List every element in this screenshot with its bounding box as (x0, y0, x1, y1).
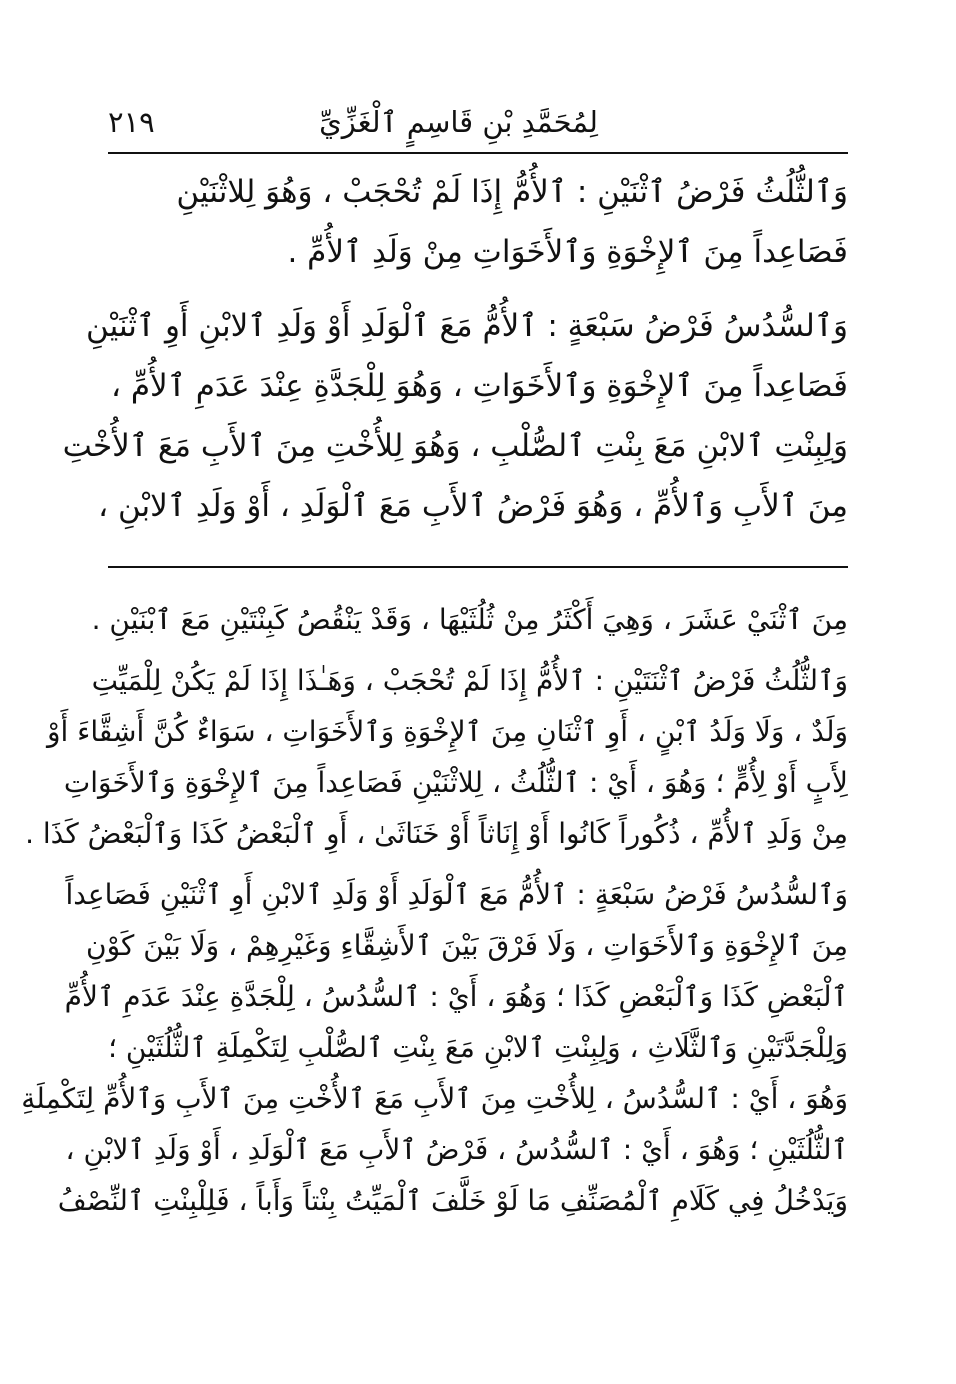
matn-paragraph (62, 296, 848, 536)
matn-text (62, 162, 848, 536)
matn-line: مِنَ ٱلأَبِ وَٱلأُمِّ ، وَهُوَ فَرْضُ ٱلأَبِ مَعَ ٱلْوَلَدِ ، أَوْ وَلَدِ ٱلابْنِ ، (98, 488, 848, 524)
sharh-line: وَٱلثُّلُثُ فَرْضُ ٱثْنَتَيْنِ : ٱلأُمُّ إِذَا لَمْ تُحْجَبْ ، وَهَـٰذَا إِذَا لَمْ يَكُنْ لِلْمَيِّتِ (91, 664, 848, 697)
sharh-line: وَيَدْخُلُ فِي كَلَامِ ٱلْمُصَنِّفِ مَا لَوْ خَلَّفَ ٱلْمَيِّتُ بِنْتاً وَأَباً ، فَلِلْبِنْتِ ٱلنِّصْفُ (57, 1184, 848, 1217)
sharh-paragraph (91, 594, 848, 645)
matn-line: وَٱلسُّدُسُ فَرْضُ سَبْعَةٍ : ٱلأُمُّ مَعَ ٱلْوَلَدِ أَوْ وَلَدِ ٱلابْنِ أَوِ ٱثْنَيْنِ (86, 308, 848, 344)
matn-line: فَصَاعِداً مِنَ ٱلإِخْوَةِ وَٱلأَخَوَاتِ ، وَهُوَ لِلْجَدَّةِ عِنْدَ عَدَمِ ٱلأُمِّ ، (110, 368, 848, 404)
sharh-line: وَٱلسُّدُسُ فَرْضُ سَبْعَةٍ : ٱلأُمُّ مَعَ ٱلْوَلَدِ أَوْ وَلَدِ ٱلابْنِ أَوِ ٱثْنَيْنِ فَصَاعِداً (65, 878, 848, 911)
sharh-line: ٱلْبَعْضِ كَذَا وَٱلْبَعْضِ كَذَا ؛ وَهُوَ ، أَيْ : ٱلسُّدُسُ ، لِلْجَدَّةِ عِنْدَ عَدَمِ ٱلأُمِّ (64, 980, 848, 1013)
header-rule (108, 152, 848, 154)
matn-line: وَلِبِنْتِ ٱلابْنِ مَعَ بِنْتِ ٱلصُّلْبِ ، وَهُوَ لِلأُخْتِ مِنَ ٱلأَبِ مَعَ ٱلأُخْتِ (62, 428, 848, 464)
sharh-line: مِنَ ٱلإِخْوَةِ وَٱلأَخَوَاتِ ، وَلَا فَرْقَ بَيْنَ ٱلأَشِقَّاءِ وَغَيْرِهِمْ ، وَلَا بَيْنَ كَوْنِ (86, 929, 848, 962)
sharh-line: لِأَبٍ أَوْ لِأُمٍّ ؛ وَهُوَ ، أَيْ : ٱلثُّلُثُ ، لِلاثْنَيْنِ فَصَاعِداً مِنَ ٱلإِخْوَةِ وَٱلأَخَوَاتِ (63, 766, 848, 799)
matn-line: وَٱلثُّلُثُ فَرْضُ ٱثْنَيْنِ : ٱلأُمُّ إِذَا لَمْ تُحْجَبْ ، وَهُوَ لِلاثْنَيْنِ (176, 174, 848, 210)
sharh-line: مِنَ ٱثْنَيْ عَشَرَ ، وَهِيَ أَكْثَرُ مِنْ ثُلُثَيْهَا ، وَقَدْ يَنْقُصُ كَبِنْتَيْنِ مَعَ ٱبْنَيْنِ . (91, 603, 848, 636)
running-title: لِمُحَمَّدِ بْنِ قَاسِمٍ ٱلْغَزِّيِّ (319, 105, 598, 139)
page-number: ٢١٩ (108, 105, 155, 139)
sharh-line: وَهُوَ ، أَيْ : ٱلسُّدُسُ ، لِلأُخْتِ مِنَ ٱلأَبِ مَعَ ٱلأُخْتِ مِنَ ٱلأَبِ وَٱلأُمِّ لِتَكْمِلَةِ (21, 1082, 848, 1115)
sharh-line: ٱلثُّلُثَيْنِ ؛ وَهُوَ ، أَيْ : ٱلسُّدُسُ ، فَرْضُ ٱلأَبِ مَعَ ٱلْوَلَدِ ، أَوْ وَلَدِ ٱلابْنِ ، (65, 1133, 848, 1166)
matn-sharh-divider (108, 566, 848, 568)
sharh-line: وَلَدٌ ، وَلَا وَلَدُ ٱبْنٍ ، أَوِ ٱثْنَانِ مِنَ ٱلإِخْوَةِ وَٱلأَخَوَاتِ ، سَوَاءٌ كُنَّ أَشِقَّاءَ أَوْ (46, 715, 848, 748)
matn-paragraph (108, 162, 848, 282)
page-header (108, 96, 848, 152)
sharh-paragraph (25, 655, 848, 859)
matn-line: فَصَاعِداً مِنَ ٱلإِخْوَةِ وَٱلأَخَوَاتِ مِنْ وَلَدِ ٱلأُمِّ . (287, 234, 848, 270)
sharh-line: وَلِلْجَدَّتَيْنِ وَٱلثَّلَاثِ ، وَلِبِنْتِ ٱلابْنِ مَعَ بِنْتِ ٱلصُّلْبِ لِتَكْمِلَةِ ٱلثُّلُثَيْنِ ؛ (108, 1031, 848, 1064)
sharh-line: مِنْ وَلَدِ ٱلأُمِّ ، ذُكُوراً كَانُوا أَوْ إِنَاثاً أَوْ خَنَاثَىٰ ، أَوِ ٱلْبَعْضُ كَذَا وَٱلْبَعْضُ كَذَا . (25, 817, 848, 850)
sharh-paragraph (21, 869, 848, 1226)
sharh-text (21, 594, 848, 1226)
